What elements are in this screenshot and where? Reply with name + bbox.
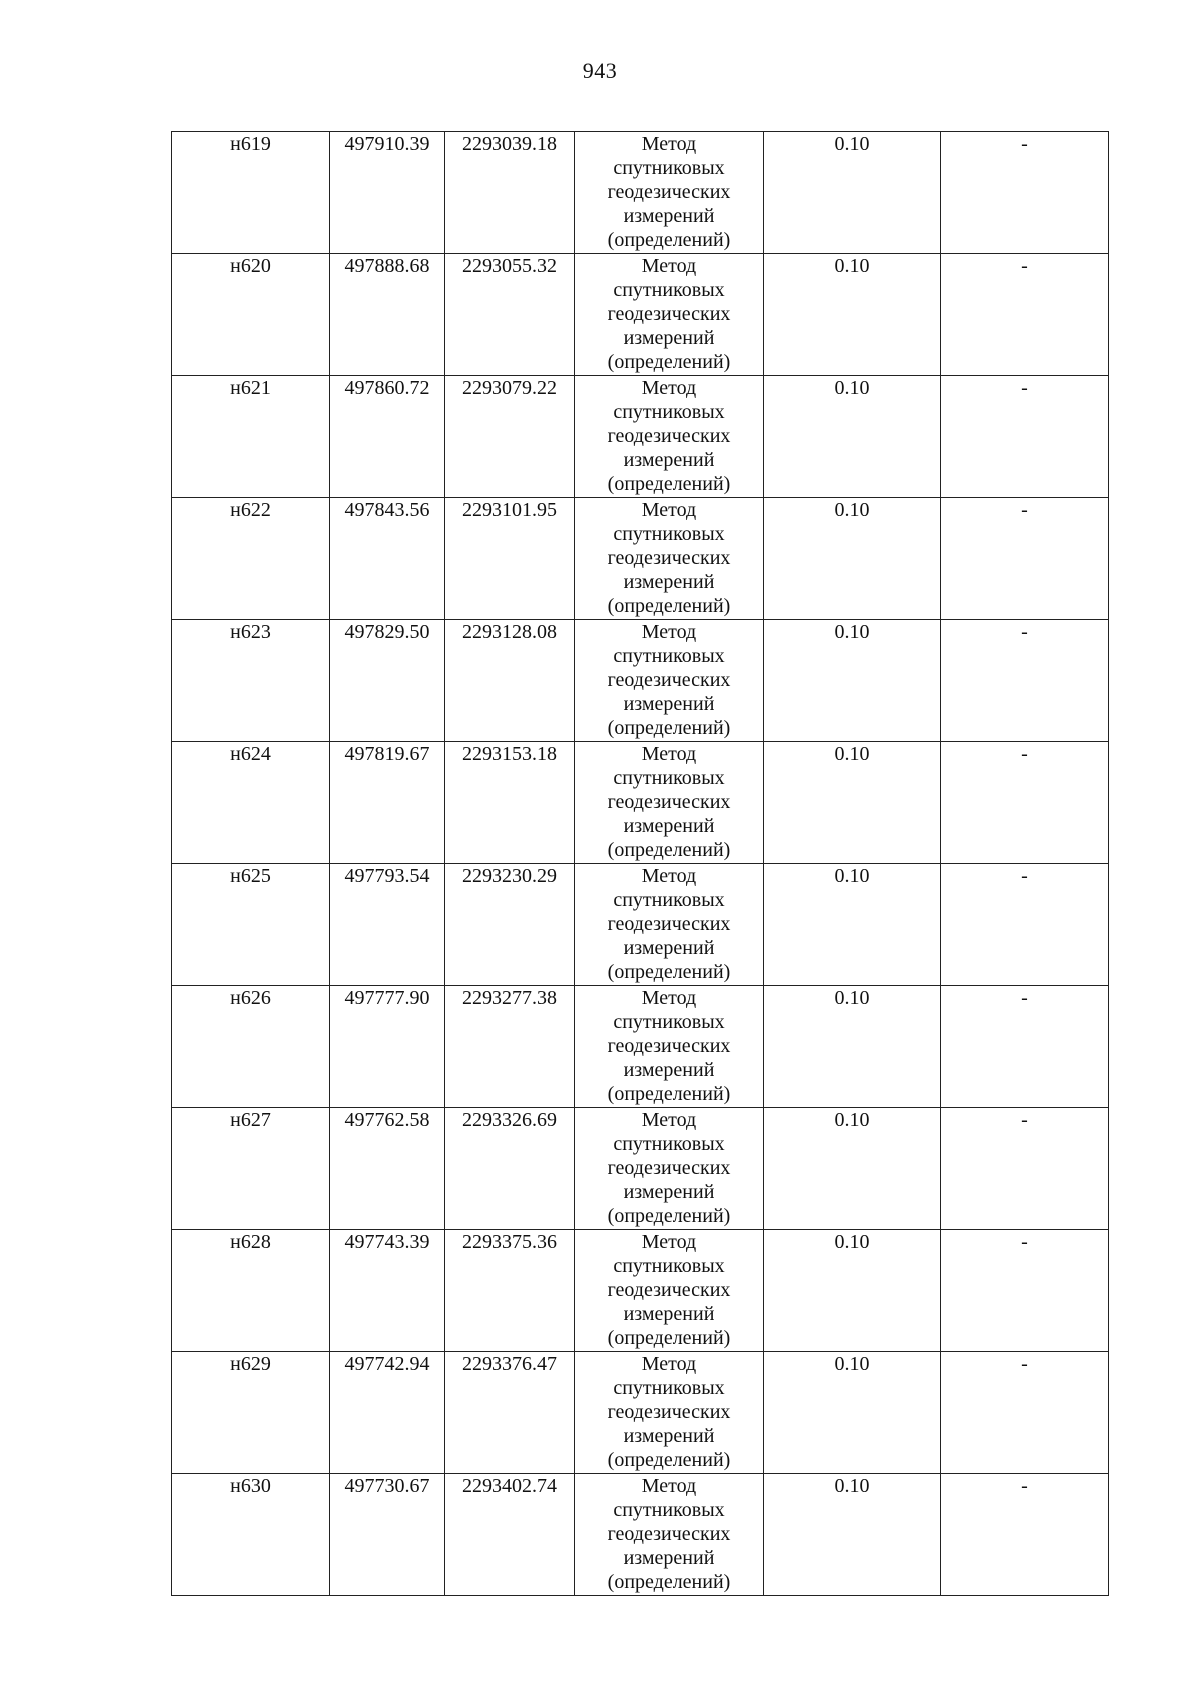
x-coordinate-cell: 497843.56: [330, 498, 445, 620]
method-line: (определений): [607, 717, 731, 739]
y-coordinate-cell: 2293230.29: [445, 864, 575, 986]
method-line: спутниковых: [613, 279, 725, 301]
method-line: геодезических: [607, 1401, 731, 1423]
y-coordinate-cell: 2293277.38: [445, 986, 575, 1108]
method-line: геодезических: [607, 669, 731, 691]
method-line: спутниковых: [613, 889, 725, 911]
x-coordinate-cell: 497829.50: [330, 620, 445, 742]
method-line: Метод: [641, 1475, 697, 1497]
method-line: спутниковых: [613, 1133, 725, 1155]
method-line: спутниковых: [613, 401, 725, 423]
method-line: Метод: [641, 1109, 697, 1131]
accuracy-cell: 0.10: [764, 864, 941, 986]
note-cell: -: [941, 1474, 1109, 1596]
y-coordinate-cell: 2293376.47: [445, 1352, 575, 1474]
table-row: [172, 1352, 1109, 1474]
method-line: геодезических: [607, 1279, 731, 1301]
note-cell: -: [941, 864, 1109, 986]
x-coordinate-cell: 497793.54: [330, 864, 445, 986]
x-coordinate-cell: 497777.90: [330, 986, 445, 1108]
point-number-cell: н628: [172, 1230, 330, 1352]
y-coordinate-cell: 2293326.69: [445, 1108, 575, 1230]
point-number-cell: н627: [172, 1108, 330, 1230]
method-line: измерений: [623, 449, 715, 471]
accuracy-cell: 0.10: [764, 376, 941, 498]
method-line: (определений): [607, 839, 731, 861]
accuracy-cell: 0.10: [764, 254, 941, 376]
y-coordinate-cell: 2293375.36: [445, 1230, 575, 1352]
method-cell: [575, 498, 764, 620]
method-cell: [575, 986, 764, 1108]
method-line: измерений: [623, 937, 715, 959]
method-line: Метод: [641, 377, 697, 399]
method-line: измерений: [623, 693, 715, 715]
method-line: (определений): [607, 1449, 731, 1471]
note-cell: -: [941, 742, 1109, 864]
note-cell: -: [941, 132, 1109, 254]
method-line: измерений: [623, 815, 715, 837]
method-line: Метод: [641, 1231, 697, 1253]
method-cell: [575, 620, 764, 742]
x-coordinate-cell: 497762.58: [330, 1108, 445, 1230]
method-line: (определений): [607, 1327, 731, 1349]
method-line: геодезических: [607, 1035, 731, 1057]
method-cell: [575, 1230, 764, 1352]
method-line: Метод: [641, 865, 697, 887]
method-line: (определений): [607, 229, 731, 251]
point-number-cell: н625: [172, 864, 330, 986]
method-line: (определений): [607, 1083, 731, 1105]
method-line: спутниковых: [613, 1377, 725, 1399]
method-line: измерений: [623, 1059, 715, 1081]
method-line: геодезических: [607, 1157, 731, 1179]
method-line: измерений: [623, 1547, 715, 1569]
table-row: [172, 864, 1109, 986]
accuracy-cell: 0.10: [764, 986, 941, 1108]
method-line: спутниковых: [613, 157, 725, 179]
table-row: [172, 986, 1109, 1108]
point-number-cell: н619: [172, 132, 330, 254]
method-line: измерений: [623, 571, 715, 593]
table-row: [172, 498, 1109, 620]
method-cell: [575, 132, 764, 254]
method-line: геодезических: [607, 791, 731, 813]
point-number-cell: н621: [172, 376, 330, 498]
accuracy-cell: 0.10: [764, 620, 941, 742]
method-line: геодезических: [607, 547, 731, 569]
table-row: [172, 254, 1109, 376]
method-line: спутниковых: [613, 1255, 725, 1277]
note-cell: -: [941, 498, 1109, 620]
method-cell: [575, 1352, 764, 1474]
note-cell: -: [941, 986, 1109, 1108]
method-line: Метод: [641, 499, 697, 521]
y-coordinate-cell: 2293055.32: [445, 254, 575, 376]
point-number-cell: н624: [172, 742, 330, 864]
note-cell: -: [941, 1230, 1109, 1352]
method-line: спутниковых: [613, 1499, 725, 1521]
method-line: Метод: [641, 1353, 697, 1375]
method-line: спутниковых: [613, 1011, 725, 1033]
method-line: измерений: [623, 1425, 715, 1447]
x-coordinate-cell: 497742.94: [330, 1352, 445, 1474]
y-coordinate-cell: 2293079.22: [445, 376, 575, 498]
table-row: [172, 620, 1109, 742]
accuracy-cell: 0.10: [764, 132, 941, 254]
method-line: спутниковых: [613, 645, 725, 667]
method-cell: [575, 1474, 764, 1596]
point-number-cell: н620: [172, 254, 330, 376]
point-number-cell: н623: [172, 620, 330, 742]
table-row: [172, 1230, 1109, 1352]
x-coordinate-cell: 497730.67: [330, 1474, 445, 1596]
y-coordinate-cell: 2293128.08: [445, 620, 575, 742]
accuracy-cell: 0.10: [764, 498, 941, 620]
method-line: спутниковых: [613, 523, 725, 545]
method-line: измерений: [623, 1303, 715, 1325]
x-coordinate-cell: 497888.68: [330, 254, 445, 376]
method-line: геодезических: [607, 913, 731, 935]
note-cell: -: [941, 254, 1109, 376]
method-line: Метод: [641, 987, 697, 1009]
method-line: Метод: [641, 743, 697, 765]
note-cell: -: [941, 620, 1109, 742]
method-line: спутниковых: [613, 767, 725, 789]
method-cell: [575, 376, 764, 498]
method-line: (определений): [607, 1571, 731, 1593]
accuracy-cell: 0.10: [764, 1230, 941, 1352]
method-line: измерений: [623, 205, 715, 227]
y-coordinate-cell: 2293039.18: [445, 132, 575, 254]
table-row: [172, 132, 1109, 254]
accuracy-cell: 0.10: [764, 1474, 941, 1596]
note-cell: -: [941, 1352, 1109, 1474]
table-row: [172, 376, 1109, 498]
x-coordinate-cell: 497860.72: [330, 376, 445, 498]
method-line: (определений): [607, 595, 731, 617]
method-line: (определений): [607, 473, 731, 495]
point-number-cell: н626: [172, 986, 330, 1108]
method-line: геодезических: [607, 181, 731, 203]
method-line: (определений): [607, 961, 731, 983]
accuracy-cell: 0.10: [764, 1352, 941, 1474]
method-line: геодезических: [607, 425, 731, 447]
method-cell: [575, 1108, 764, 1230]
page-number: 943: [582, 58, 618, 83]
method-cell: [575, 742, 764, 864]
table-row: [172, 742, 1109, 864]
x-coordinate-cell: 497743.39: [330, 1230, 445, 1352]
coordinates-table: [171, 131, 1109, 1596]
point-number-cell: н629: [172, 1352, 330, 1474]
point-number-cell: н622: [172, 498, 330, 620]
method-line: измерений: [623, 1181, 715, 1203]
point-number-cell: н630: [172, 1474, 330, 1596]
method-line: геодезических: [607, 1523, 731, 1545]
method-line: Метод: [641, 621, 697, 643]
y-coordinate-cell: 2293101.95: [445, 498, 575, 620]
x-coordinate-cell: 497819.67: [330, 742, 445, 864]
method-cell: [575, 864, 764, 986]
table-row: [172, 1474, 1109, 1596]
accuracy-cell: 0.10: [764, 742, 941, 864]
method-line: (определений): [607, 1205, 731, 1227]
note-cell: -: [941, 376, 1109, 498]
accuracy-cell: 0.10: [764, 1108, 941, 1230]
y-coordinate-cell: 2293153.18: [445, 742, 575, 864]
method-line: геодезических: [607, 303, 731, 325]
y-coordinate-cell: 2293402.74: [445, 1474, 575, 1596]
method-line: измерений: [623, 327, 715, 349]
x-coordinate-cell: 497910.39: [330, 132, 445, 254]
table-row: [172, 1108, 1109, 1230]
method-line: Метод: [641, 133, 697, 155]
table-body: [172, 132, 1109, 1596]
note-cell: -: [941, 1108, 1109, 1230]
method-line: Метод: [641, 255, 697, 277]
method-line: (определений): [607, 351, 731, 373]
method-cell: [575, 254, 764, 376]
